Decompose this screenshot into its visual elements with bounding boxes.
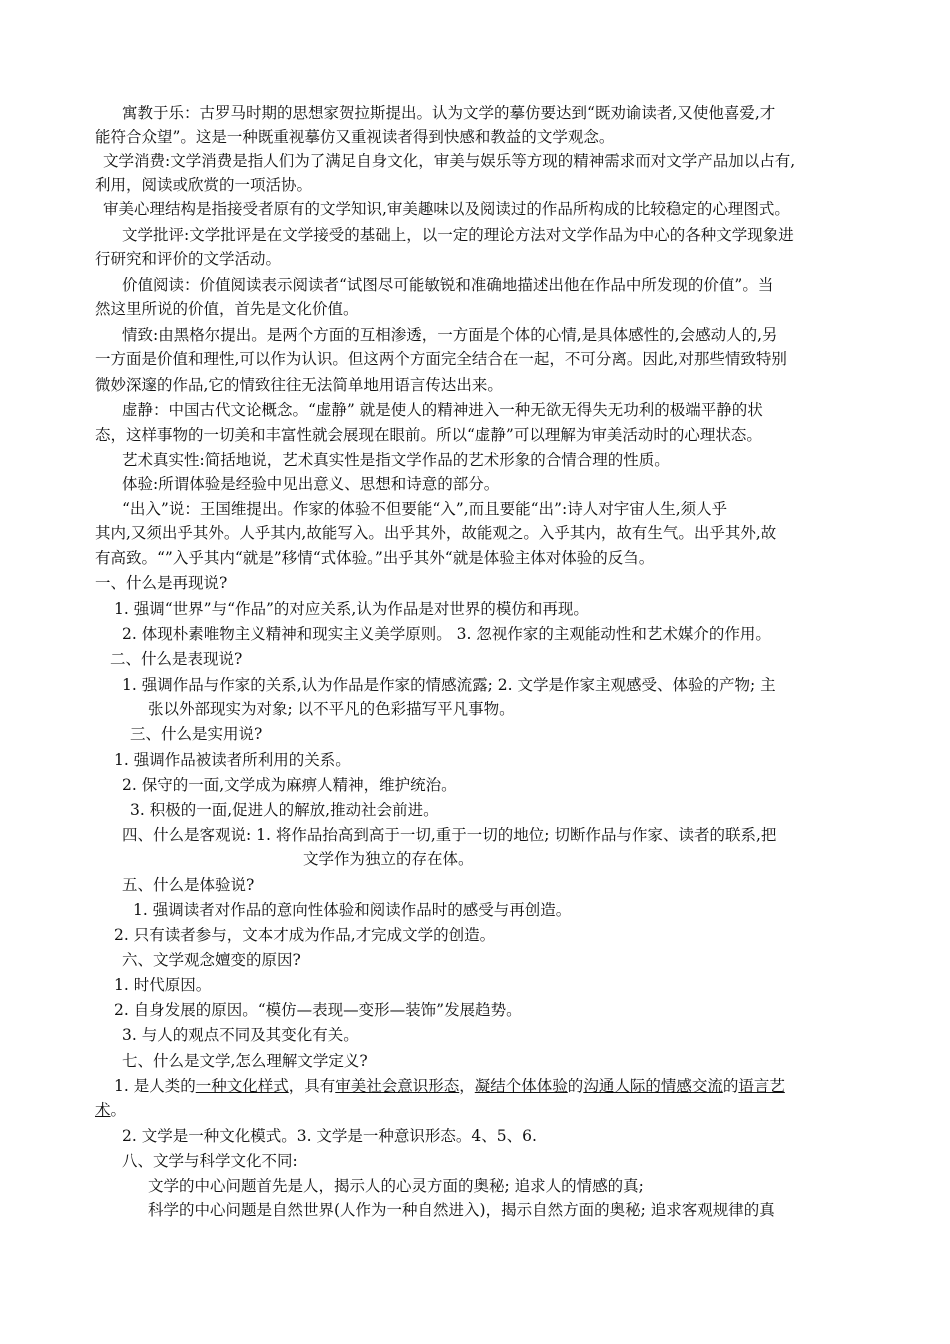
q8-title: 八、文学与科学文化不同: xyxy=(122,1152,298,1170)
q5-item-1: 1. 强调读者对作品的意向性体验和阅读作品时的感受与再创造。 xyxy=(133,901,572,919)
q6-item-2: 2. 自身发展的原因。“模仿—表现—变形—装饰”发展趋势。 xyxy=(114,1001,522,1019)
q7-answer-text: ，具有 xyxy=(288,1077,336,1095)
yujiao-line-2: 能符合众望”。这是一种既重视摹仿又重视读者得到快感和教益的文学观念。 xyxy=(95,128,615,146)
q2-item-1-cont: 张以外部现实为对象; 以不平凡的色彩描写平凡事物。 xyxy=(148,700,515,718)
q6-item-1: 1. 时代原因。 xyxy=(114,976,212,994)
q7-answer-text: 的 xyxy=(722,1077,739,1095)
q7-answer-text: 的 xyxy=(567,1077,584,1095)
q7-answer-text: ， xyxy=(459,1077,475,1095)
q7-answer-1 xyxy=(114,1074,785,1098)
q3-item-2: 2. 保守的一面,文学成为麻痹人精神，维护统治。 xyxy=(122,776,457,794)
q7-answer-text: 1. 是人类的 xyxy=(114,1077,196,1095)
q3-item-3: 3. 积极的一面,促进人的解放,推动社会前进。 xyxy=(130,801,439,819)
q5-item-2: 2. 只有读者参与，文本才成为作品,才完成文学的创造。 xyxy=(114,926,496,944)
churu-line-3: 有高致。“”入乎其内“就是”移情“式体验。”出乎其外“就是体验主体对体验的反刍。 xyxy=(95,549,655,567)
qingzhi-line-1: 情致:由黑格尔提出。是两个方面的互相渗透，一方面是个体的心情,是具体感性的,会感动人的,另 xyxy=(122,326,778,344)
zhenshi-line: 艺术真实性:简括地说，艺术真实性是指文学作品的艺术形象的合情合理的性质。 xyxy=(122,451,670,469)
q1-item-1: 1. 强调“世界”与“作品”的对应关系,认为作品是对世界的模仿和再现。 xyxy=(114,600,589,618)
q2-title: 二、什么是表现说? xyxy=(110,650,243,668)
q6-title: 六、文学观念嬗变的原因? xyxy=(122,951,301,969)
xujing-line-2: 态，这样事物的一切美和丰富性就会展现在眼前。所以“虚静”可以理解为审美活动时的心理状态。 xyxy=(95,426,762,444)
q7-item-2: 2. 文学是一种文化模式。3. 文学是一种意识形态。4、5、6. xyxy=(122,1127,537,1145)
xiaofei-line-1: 文学消费:文学消费是指人们为了满足自身文化，审美与娱乐等方现的精神需求而对文学产品加以占有, xyxy=(103,152,796,170)
q7-underline-3: 凝结个体体验 xyxy=(474,1077,568,1095)
q3-item-1: 1. 强调作品被读者所利用的关系。 xyxy=(114,751,351,769)
q7-underline-4: 沟通人际的情感交流 xyxy=(583,1077,723,1095)
q7-underline-5: 语言艺 xyxy=(738,1077,785,1095)
q2-item-1: 1. 强调作品与作家的关系,认为作品是作家的情感流露; 2. 文学是作家主观感受、体验的产物; 主 xyxy=(122,676,776,694)
q7-underline-2: 审美社会意识形态 xyxy=(335,1077,460,1095)
xujing-line-1: 虚静：中国古代文论概念。“虚静” 就是使人的精神进入一种无欲无得失无功利的极端平静的状 xyxy=(122,401,763,419)
q7-answer-end: 。 xyxy=(110,1101,127,1119)
xinli-jiegou-line: 审美心理结构是指接受者原有的文学知识,审美趣味以及阅读过的作品所构成的比较稳定的心理图式。 xyxy=(103,200,790,218)
q7-underline-5-cont: 术 xyxy=(95,1101,111,1119)
jiazhi-line-2: 然这里所说的价值，首先是文化价值。 xyxy=(95,300,359,318)
q1-item-2: 2. 体现朴素唯物主义精神和现实主义美学原则。 3. 忽视作家的主观能动性和艺术媒介的作用。 xyxy=(122,625,771,643)
q6-item-3: 3. 与人的观点不同及其变化有关。 xyxy=(122,1026,359,1044)
jiazhi-line-1: 价值阅读：价值阅读表示阅读者“试图尽可能敏锐和准确地描述出他在作品中所发现的价值”。当 xyxy=(122,276,774,294)
q3-title: 三、什么是实用说? xyxy=(130,725,263,743)
xiaofei-line-2: 利用，阅读或欣赏的一项活协。 xyxy=(95,176,313,194)
yujiao-line-1: 寓教于乐：古罗马时期的思想家贺拉斯提出。认为文学的摹仿要达到“既劝谕读者,又使他喜爱,才 xyxy=(122,104,776,122)
q4-line-1: 四、什么是客观说: 1. 将作品抬高到高于一切,重于一切的地位; 切断作品与作家、读者的联系,把 xyxy=(122,826,777,844)
piping-line-1: 文学批评:文学批评是在文学接受的基础上，以一定的理论方法对文学作品为中心的各种文学现象进 xyxy=(122,226,794,244)
qingzhi-line-2: 一方面是价值和理性,可以作为认识。但这两个方面完全结合在一起，不可分离。因此,对那些情致特别 xyxy=(95,350,787,368)
q7-answer-1-cont xyxy=(95,1098,126,1122)
churu-line-2: 其内,又须出乎其外。人乎其内,故能写入。出乎其外，故能观之。入乎其内，故有生气。出乎其外,故 xyxy=(95,524,777,542)
q8-line-1: 文学的中心问题首先是人，揭示人的心灵方面的奥秘; 追求人的情感的真; xyxy=(148,1177,644,1195)
qingzhi-line-3: 微妙深邃的作品,它的情致往往无法简单地用语言传达出来。 xyxy=(95,376,503,394)
q1-title: 一、什么是再现说? xyxy=(95,574,228,592)
tiyan-line: 体验:所谓体验是经验中见出意义、思想和诗意的部分。 xyxy=(122,475,500,493)
q5-title: 五、什么是体验说? xyxy=(122,876,255,894)
q7-underline-1: 一种文化样式 xyxy=(195,1077,289,1095)
q7-title: 七、什么是文学,怎么理解文学定义? xyxy=(122,1052,368,1070)
piping-line-2: 行研究和评价的文学活动。 xyxy=(95,250,282,268)
q4-line-2: 文学作为独立的存在体。 xyxy=(303,850,474,868)
q8-line-2: 科学的中心问题是自然世界(人作为一种自然进入)，揭示自然方面的奥秘; 追求客观规律的真 xyxy=(148,1201,775,1219)
churu-line-1: “出入”说：王国维提出。作家的体验不但要能“入”,而且要能“出”:诗人对宇宙人生,须人乎 xyxy=(122,500,728,518)
